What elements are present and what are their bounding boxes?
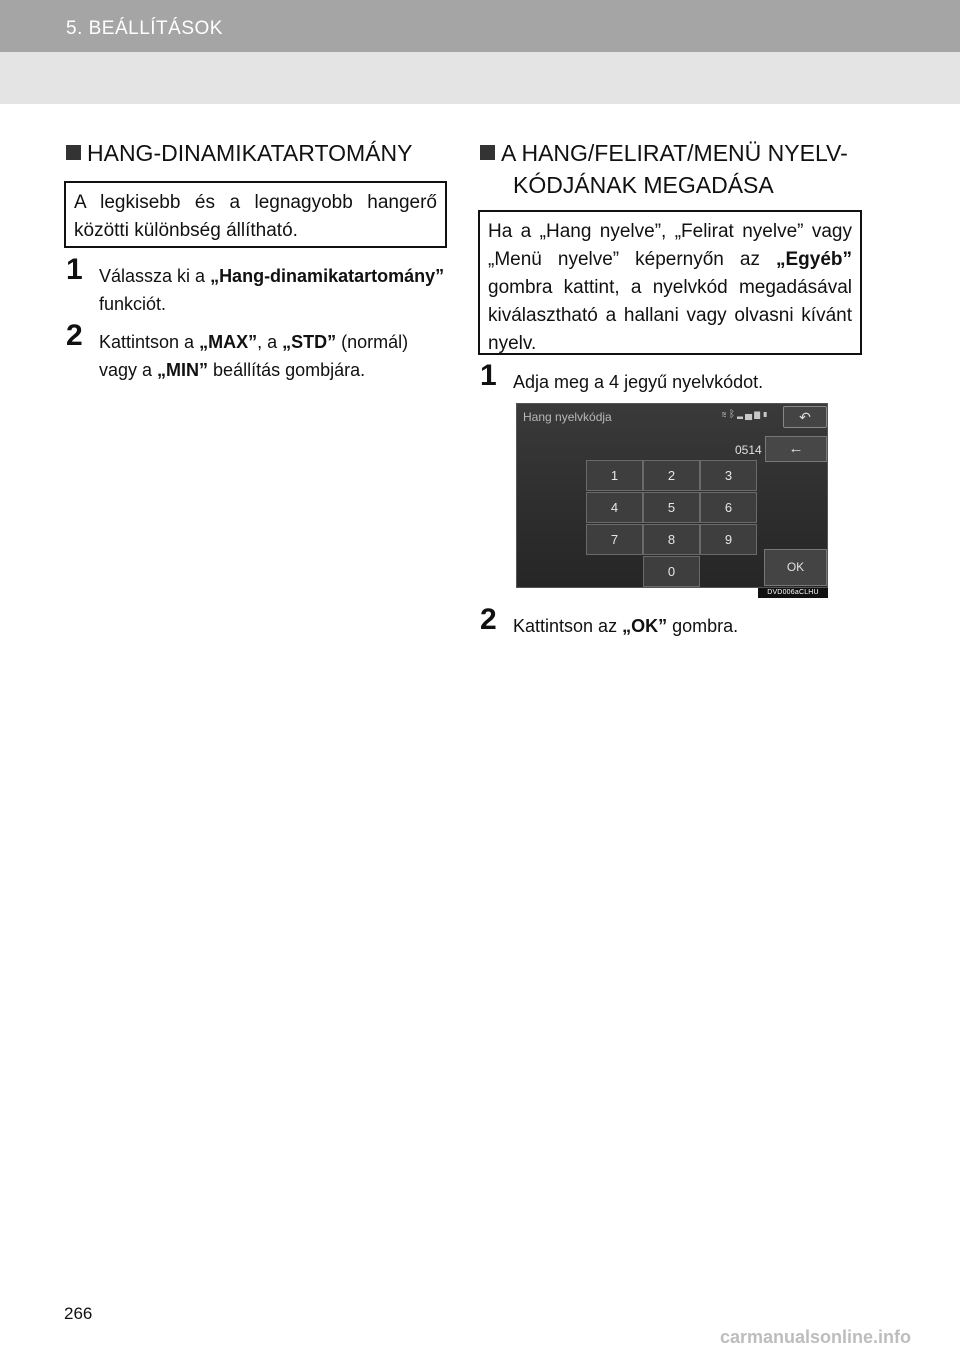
chapter-title: 5. BEÁLLÍTÁSOK — [66, 18, 223, 39]
key-2[interactable]: 2 — [643, 460, 700, 491]
signal-icon: ▂▄▆ — [737, 409, 763, 420]
watermark: carmanualsonline.info — [720, 1327, 912, 1347]
min-option-text: „MIN” — [157, 360, 209, 380]
image-reference-label: DVD006aCLHU — [758, 588, 828, 598]
section-heading-language-code — [480, 137, 880, 201]
step-number: 2 — [66, 319, 83, 352]
wifi-icon: ≋ — [721, 409, 729, 420]
info-text: A legkisebb és a legnagyobb hangerő közötti különbség állítható. — [74, 192, 437, 241]
step-1-dynamic-range — [66, 253, 449, 318]
step-text: Adja meg a 4 jegyű nyelvkódot. — [513, 372, 764, 392]
step-2-language-code — [480, 603, 863, 640]
back-button[interactable] — [783, 406, 827, 428]
bluetooth-icon: ᛒ — [729, 409, 737, 420]
page-header-strip — [0, 0, 960, 52]
key-0[interactable]: 0 — [643, 556, 700, 587]
back-icon: ↶ — [799, 409, 811, 425]
key-5[interactable]: 5 — [643, 492, 700, 523]
other-option-text: „Egyéb” — [775, 249, 852, 270]
backspace-icon: ← — [788, 440, 804, 457]
page-number: 266 — [64, 1304, 93, 1323]
screen-title: Hang nyelvkódja — [523, 410, 612, 424]
key-1[interactable]: 1 — [586, 460, 643, 491]
section-heading-line1: A HANG/FELIRAT/MENÜ NYELV- — [501, 140, 848, 166]
key-4[interactable]: 4 — [586, 492, 643, 523]
step-number: 1 — [66, 253, 83, 286]
key-9[interactable]: 9 — [700, 524, 757, 555]
info-box-language-code: Ha a „Hang nyelve”, „Felirat nyelve” vagy „Menü nyelve” képernyőn az „Egyéb” gombra kattint, a nyelvkód megadásával kiválasztható a hallani vagy olvasni kívánt nyelv. — [478, 210, 862, 355]
step-text: Kattintson az „OK” gombra. — [513, 616, 739, 636]
key-7[interactable]: 7 — [586, 524, 643, 555]
status-icons — [721, 409, 770, 420]
battery-icon: ▮ — [762, 409, 771, 420]
key-3[interactable]: 3 — [700, 460, 757, 491]
step-text: Kattintson a „MAX”, a „STD” (normál) vagy a „MIN” beállítás gombjára. — [99, 332, 409, 380]
step-number: 2 — [480, 603, 497, 636]
step-number: 1 — [480, 359, 497, 392]
step-bold-text: „Hang-dinamikatartomány” — [210, 266, 445, 286]
step-text: Válassza ki a „Hang-dinamikatartomány” funkciót. — [99, 266, 445, 314]
step-2-dynamic-range — [66, 319, 449, 384]
step-1-language-code — [480, 359, 863, 396]
ok-option-text: „OK” — [622, 616, 668, 636]
info-box-dynamic-range — [64, 181, 447, 248]
square-bullet-icon — [480, 145, 495, 160]
ok-button[interactable]: OK — [764, 549, 827, 586]
section-heading-text: HANG-DINAMIKATARTOMÁNY — [87, 140, 413, 166]
language-code-screen-image — [516, 403, 828, 588]
max-option-text: „MAX” — [199, 332, 258, 352]
key-6[interactable]: 6 — [700, 492, 757, 523]
std-option-text: „STD” — [282, 332, 337, 352]
code-display: 0514 — [735, 443, 762, 457]
square-bullet-icon — [66, 145, 81, 160]
section-heading-line2: KÓDJÁNAK MEGADÁSA — [513, 172, 774, 198]
key-8[interactable]: 8 — [643, 524, 700, 555]
section-heading-dynamic-range — [66, 137, 446, 169]
backspace-button[interactable] — [765, 436, 827, 462]
